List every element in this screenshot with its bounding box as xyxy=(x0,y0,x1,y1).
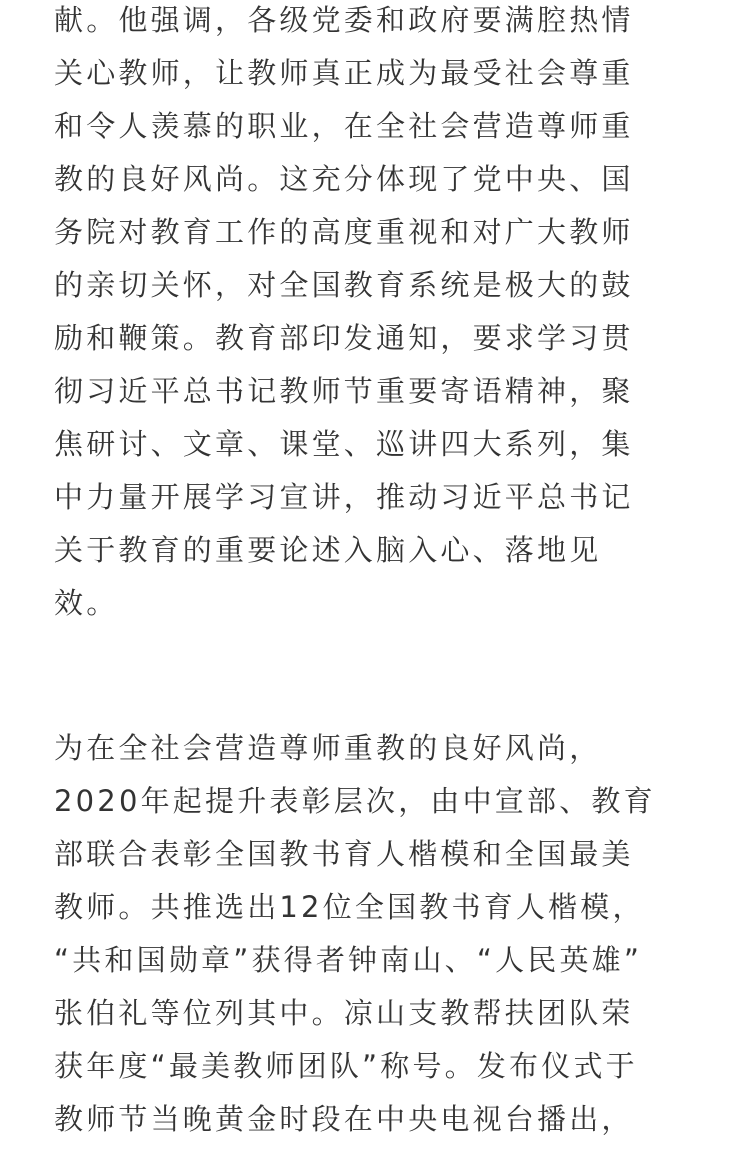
text-line: 彻习近平总书记教师节重要寄语精神，聚 xyxy=(54,374,634,408)
text-line: 焦研讨、文章、课堂、巡讲四大系列，集 xyxy=(54,427,634,461)
article-paragraph xyxy=(54,722,656,1146)
text-line: “共和国勋章”获得者钟南山、“人民英雄” xyxy=(54,943,643,977)
text-line: 张伯礼等位列其中。凉山支教帮扶团队荣 xyxy=(54,996,634,1030)
article-paragraph xyxy=(54,0,634,630)
text-line: 的亲切关怀，对全国教育系统是极大的鼓 xyxy=(54,268,634,302)
text-line: 教的良好风尚。这充分体现了党中央、国 xyxy=(54,162,634,196)
text-line: 关心教师，让教师真正成为最受社会尊重 xyxy=(54,56,634,90)
text-line: 中力量开展学习宣讲，推动习近平总书记 xyxy=(54,480,634,514)
text-line: 教师。共推选出12位全国教书育人楷模， xyxy=(54,890,645,924)
text-line: 获年度“最美教师团队”称号。发布仪式于 xyxy=(54,1049,638,1083)
text-line: 关于教育的重要论述入脑入心、落地见 xyxy=(54,533,602,567)
text-line: 部联合表彰全国教书育人楷模和全国最美 xyxy=(54,837,634,871)
text-line: 教师节当晚黄金时段在中央电视台播出， xyxy=(54,1102,634,1136)
text-line: 励和鞭策。教育部印发通知，要求学习贯 xyxy=(54,321,634,355)
text-line: 务院对教育工作的高度重视和对广大教师 xyxy=(54,215,634,249)
text-line: 为在全社会营造尊师重教的良好风尚， xyxy=(54,731,602,765)
text-line: 效。 xyxy=(54,586,119,620)
text-line: 献。他强调，各级党委和政府要满腔热情 xyxy=(54,3,634,37)
text-line: 和令人羡慕的职业，在全社会营造尊师重 xyxy=(54,109,634,143)
text-line: 2020年起提升表彰层次，由中宣部、教育 xyxy=(54,784,656,818)
